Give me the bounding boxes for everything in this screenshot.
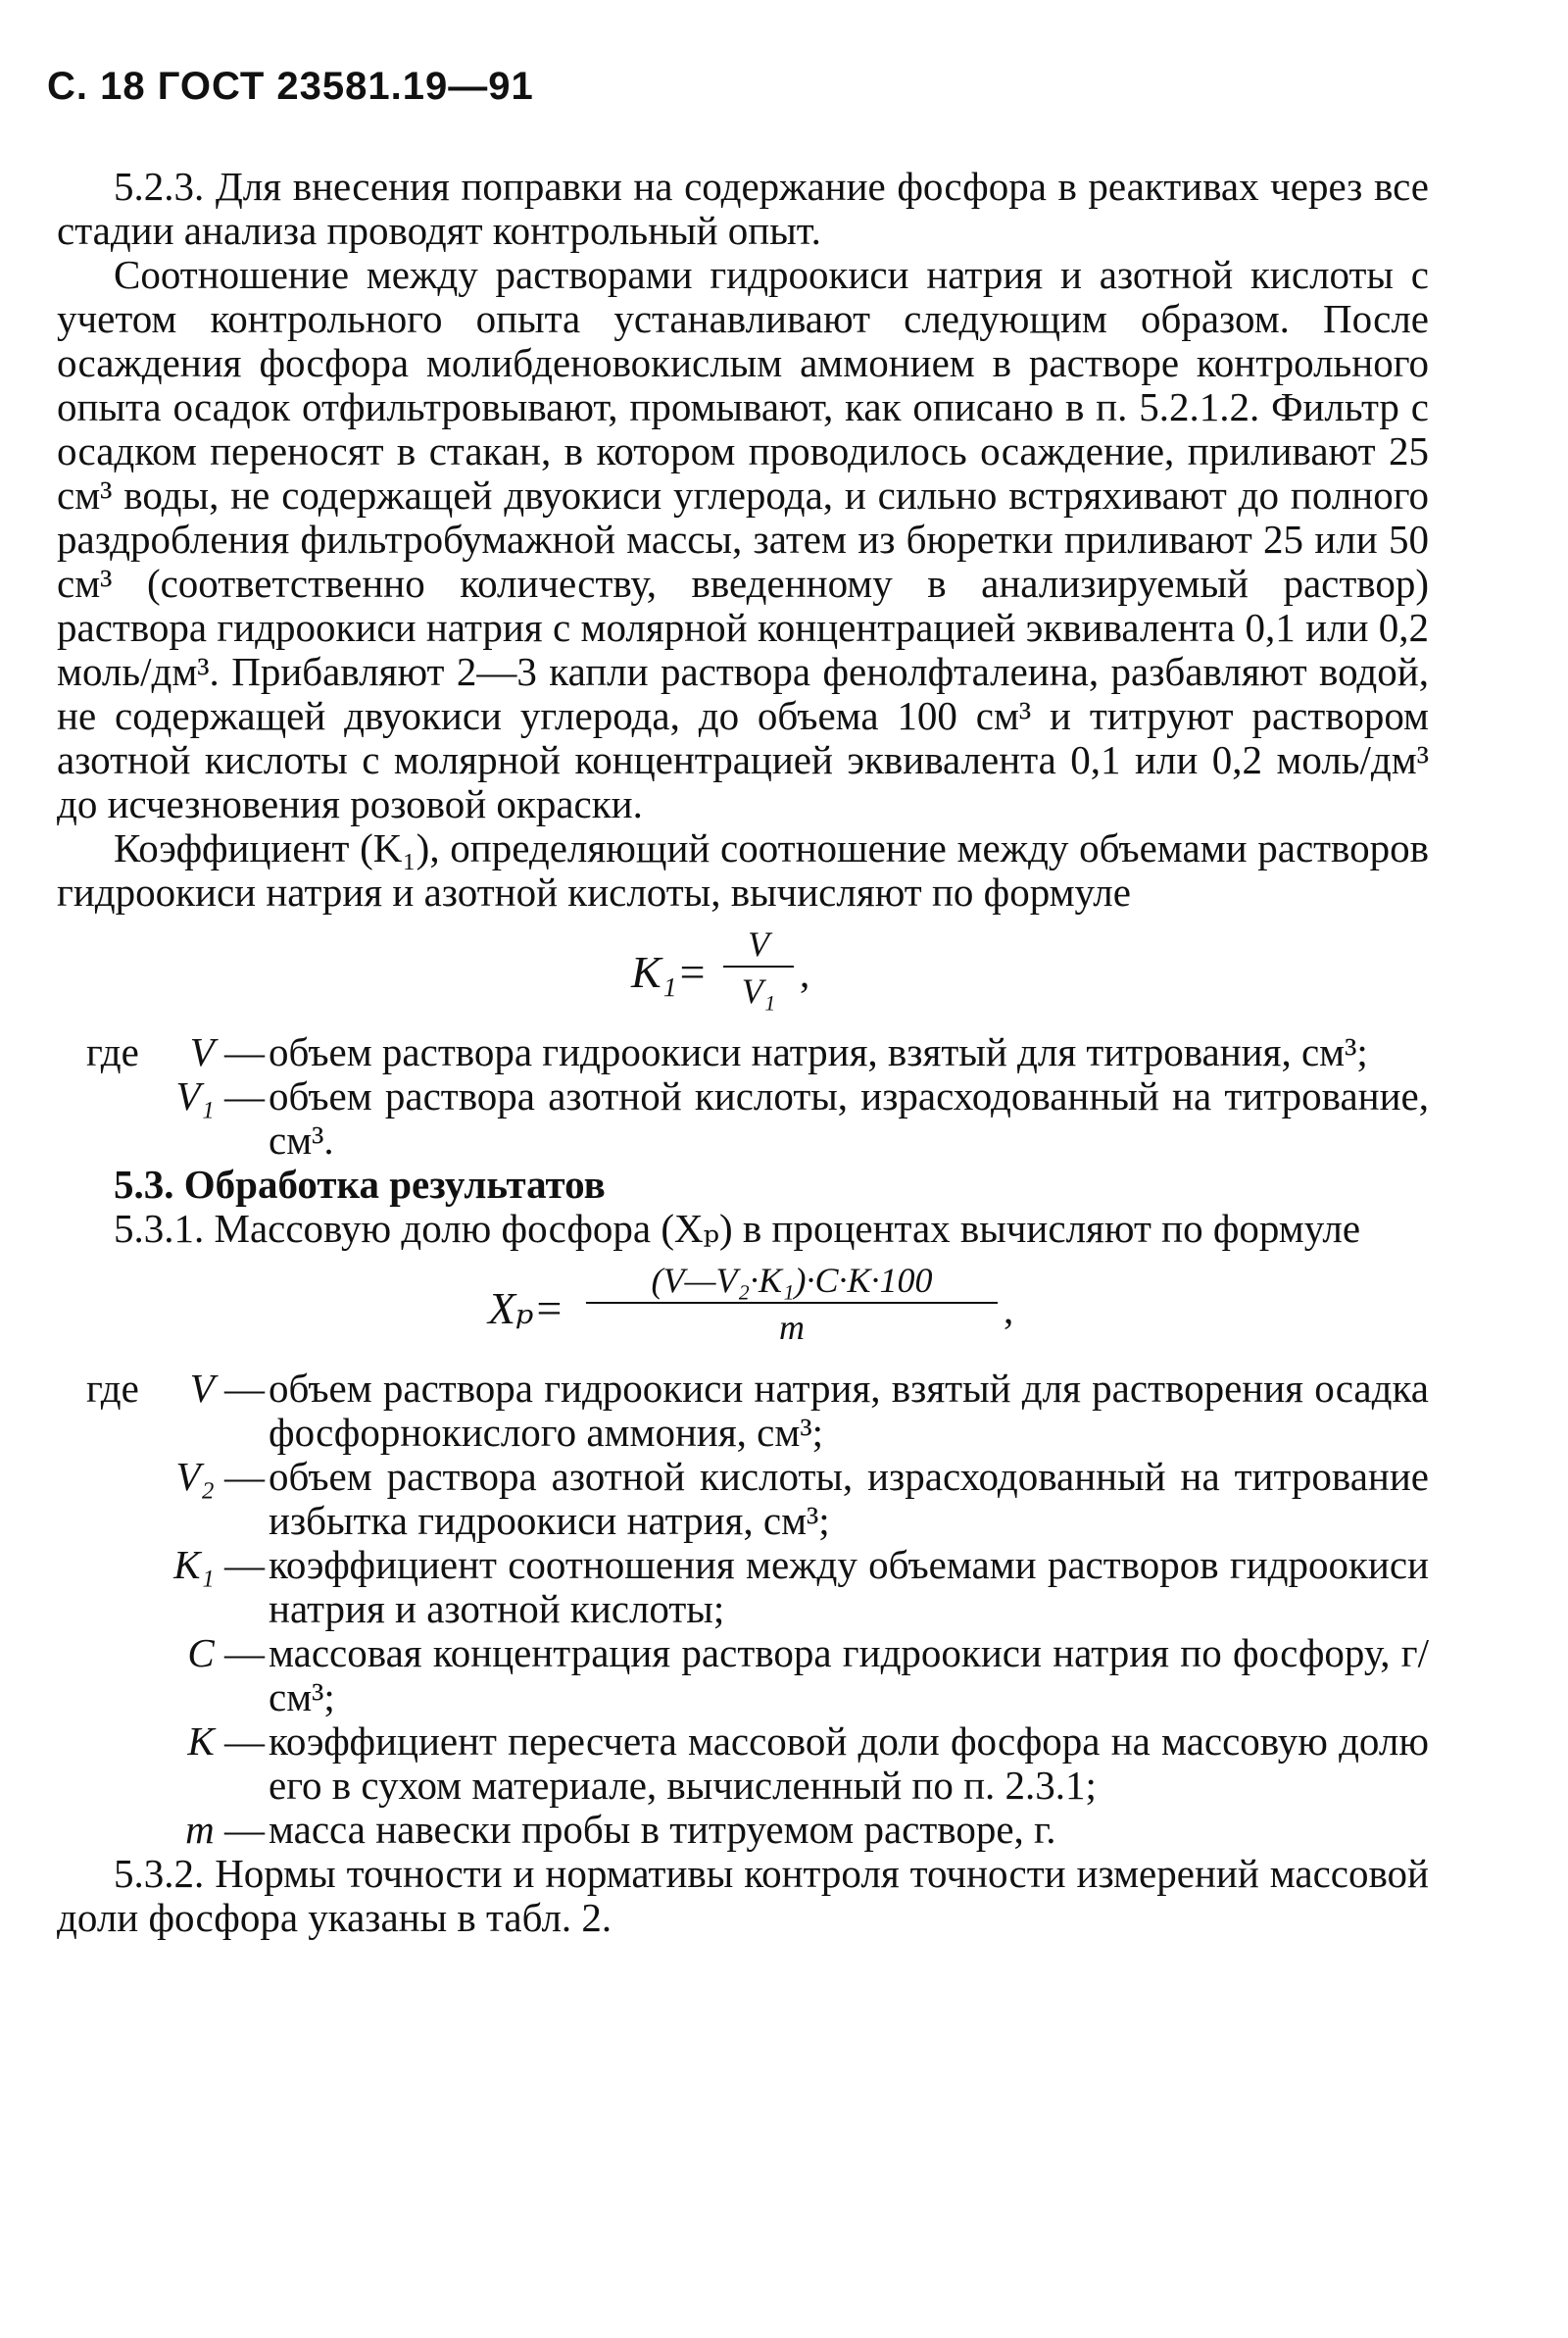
definition-item (57, 1631, 1429, 1719)
formula-xp-numerator: (V—V₂·K₁)·C·K·100 (651, 1261, 933, 1300)
paragraph-5-3-2: 5.3.2. Нормы точности и нормативы контроля точности измерений массовой доли фосфора указаны в табл. 2. (57, 1851, 1429, 1940)
paragraph-5-2-3: 5.2.3. Для внесения поправки на содержание фосфора в реактивах через все стадии анализа проводят контрольный опыт. (57, 164, 1429, 253)
definition-text: объем раствора гидроокиси натрия, взятый для растворения осадка фосфорнокислого аммония, см³; (269, 1366, 1429, 1455)
document-body (57, 165, 1429, 1940)
formula-k1-denominator: V₁ (741, 971, 776, 1011)
definition-item (57, 1719, 1429, 1808)
formula-k1-fraction (723, 924, 794, 1011)
paragraph-ratio-procedure: Соотношение между растворами гидроокиси натрия и азотной кислоты с учетом контрольного опыта устанавливают следующим образом. После осаждения фосфора молибденовокислым аммонием в растворе контрольного опыта осадок отфильтровывают, промывают, как описано в п. 5.2.1.2. Фильтр с осадком переносят в стакан, в котором проводилось осаждение, приливают 25 см³ воды, не содержащей двуокиси углерода, и сильно встряхивают до полного раздробления фильтробумажной массы, затем из бюретки приливают 25 или 50 см³ (соответственно количеству, введенному в анализируемый раствор) раствора гидроокиси натрия с молярной концентрацией эквивалента 0,1 или 0,2 моль/дм³. Прибавляют 2—3 капли раствора фенолфталеина, разбавляют водой, не содержащей двуокиси углерода, до объема 100 см³ и титруют раствором азотной кислоты с молярной концентрацией эквивалента 0,1 или 0,2 моль/дм³ до исчезновения розовой окраски. (57, 252, 1429, 826)
formula-k1-lhs: K₁= (631, 947, 708, 997)
definition-symbol: K — (187, 1718, 265, 1764)
definition-symbol: K₁ — (173, 1542, 265, 1587)
definition-text: коэффициент соотношения между объемами растворов гидроокиси натрия и азотной кислоты; (269, 1542, 1429, 1631)
definition-text: масса навески пробы в титруемом растворе, г. (269, 1807, 1056, 1852)
definitions-formula-k1 (57, 1030, 1429, 1163)
page-header: С. 18 ГОСТ 23581.19—91 (47, 65, 534, 108)
definition-item (57, 1808, 1429, 1852)
definition-symbol: где V — (86, 1029, 265, 1074)
definition-symbol: m — (185, 1807, 265, 1852)
paragraph-coefficient: Коэффициент (K₁), определяющий соотношение между объемами растворов гидроокиси натрия и азотной кислоты, вычисляют по формуле (57, 825, 1429, 915)
formula-xp (57, 1259, 1429, 1365)
definition-text: коэффициент пересчета массовой доли фосфора на массовую долю его в сухом материале, вычисленный по п. 2.3.1; (269, 1718, 1429, 1808)
formula-xp-lhs: Xₚ= (488, 1283, 564, 1333)
definition-symbol: V₂ — (175, 1454, 265, 1499)
formula-xp-comma: , (1004, 1287, 1014, 1332)
definition-item (57, 1543, 1429, 1631)
definitions-formula-xp (57, 1367, 1429, 1852)
formula-k1-numerator: V (748, 924, 769, 964)
definition-item (57, 1074, 1429, 1163)
formula-xp-denominator: m (779, 1308, 805, 1347)
definition-symbol: где V — (86, 1366, 265, 1411)
definition-text: объем раствора гидроокиси натрия, взятый для титрования, см³; (269, 1029, 1368, 1074)
definition-text: объем раствора азотной кислоты, израсходованный на титрование избытка гидроокиси натрия, см³; (269, 1454, 1429, 1543)
paragraph-5-3-1: 5.3.1. Массовую долю фосфора (Xₚ) в процентах вычисляют по формуле (114, 1206, 1361, 1251)
formula-k1 (57, 922, 1429, 1028)
formula-k1-comma: , (800, 951, 810, 996)
definition-symbol: C — (187, 1630, 265, 1675)
section-heading-5-3: 5.3. Обработка результатов (114, 1162, 606, 1207)
definition-symbol: V₁ — (175, 1073, 265, 1119)
definition-item (57, 1367, 1429, 1455)
definition-text: объем раствора азотной кислоты, израсходованный на титрование, см³. (269, 1073, 1429, 1163)
definition-item (57, 1030, 1429, 1074)
definition-item (57, 1455, 1429, 1543)
formula-xp-fraction (586, 1261, 998, 1347)
definition-text: массовая концентрация раствора гидроокиси натрия по фосфору, г/см³; (269, 1630, 1429, 1719)
